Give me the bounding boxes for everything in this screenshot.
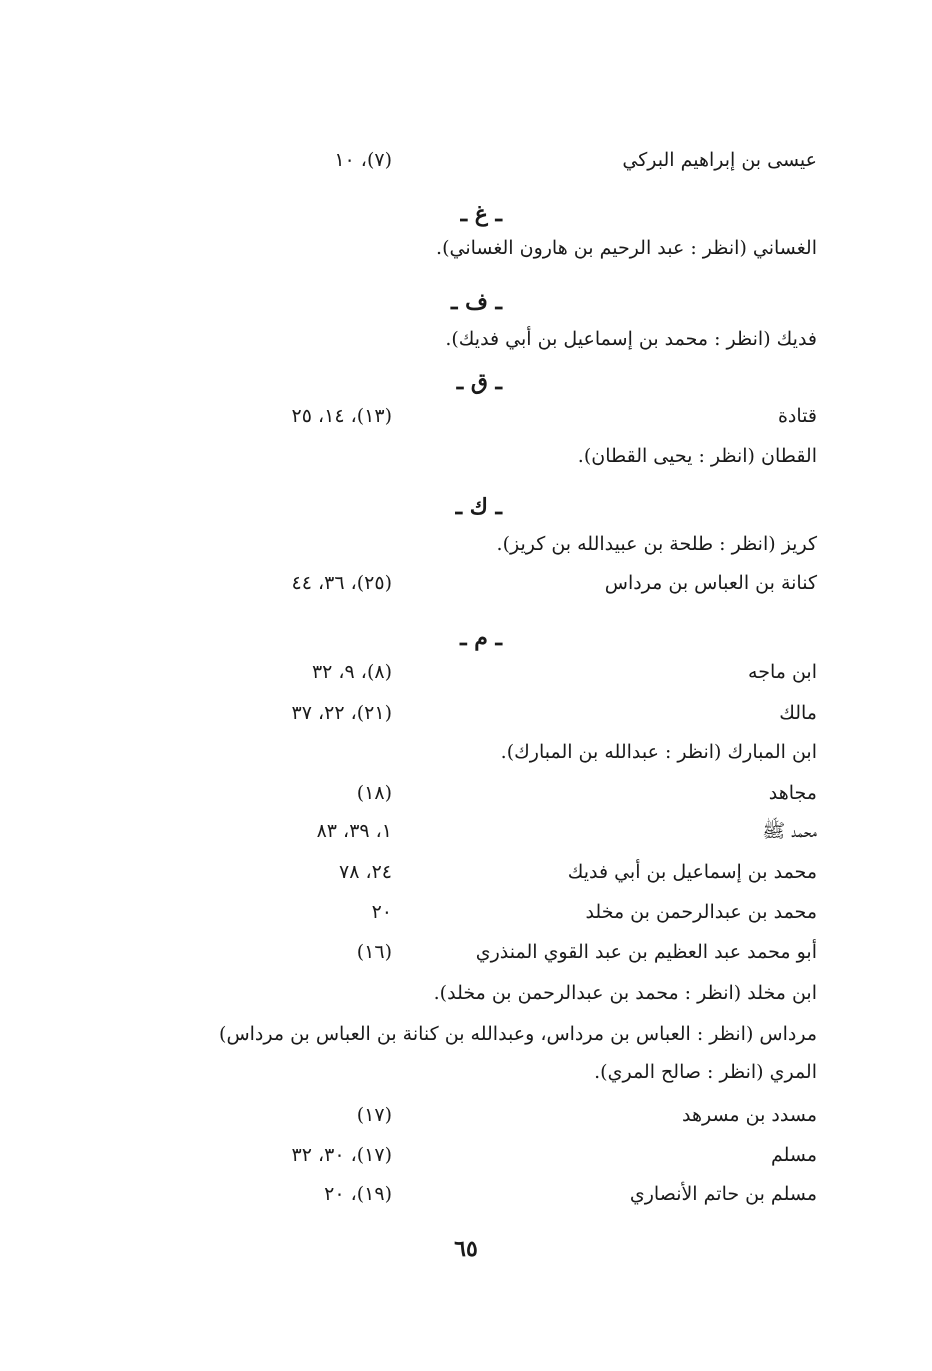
page-number: ٦٥: [454, 1236, 478, 1262]
index-entry: [117, 1176, 817, 1212]
index-entry: [117, 813, 817, 849]
letter-heading: ـ ك ـ: [455, 494, 502, 520]
entry-refs: (١٨): [356, 782, 392, 804]
index-entry: [117, 934, 817, 970]
entry-name: عيسى بن إبراهيم البركي: [622, 149, 817, 171]
entry-refs: (٢١)، ٢٢، ٣٧: [291, 702, 392, 724]
letter-heading: ـ ف ـ: [450, 289, 502, 315]
index-entry: [117, 526, 817, 562]
entry-name: محمد بن عبدالرحمن بن مخلد: [585, 901, 817, 923]
entry-name: مسلم بن حاتم الأنصاري: [629, 1183, 817, 1205]
entry-refs: (١٦): [356, 941, 392, 963]
entry-name: ابن المبارك (انظر : عبدالله بن المبارك).: [500, 741, 817, 763]
entry-name: القطان (انظر : يحيى القطان).: [577, 445, 817, 467]
entry-refs: (٨)، ٩، ٣٢: [311, 661, 392, 683]
entry-name: كنانة بن العباس بن مرداس: [604, 572, 817, 594]
index-entry: [117, 1137, 817, 1173]
entry-name: مجاهد: [768, 782, 817, 804]
entry-name: مرداس (انظر : العباس بن مرداس، وعبدالله بن كنانة بن العباس بن مرداس): [219, 1023, 817, 1045]
index-entry: [117, 975, 817, 1011]
index-entry: [117, 398, 817, 434]
entry-name: مسلم: [770, 1144, 817, 1166]
index-entry: [117, 565, 817, 601]
index-entry: [117, 854, 817, 890]
entry-name: ابن مخلد (انظر : محمد بن عبدالرحمن بن مخلد).: [433, 982, 817, 1004]
entry-name: أبو محمد عبد العظيم بن عبد القوي المنذري: [475, 941, 817, 963]
index-entry: [117, 230, 817, 266]
letter-heading: ـ م ـ: [460, 625, 502, 651]
entry-name: محمد ﷺ: [762, 820, 817, 842]
index-entry: [117, 1016, 817, 1052]
entry-name: ابن ماجه: [748, 661, 817, 683]
entry-refs: (١٧): [356, 1104, 392, 1126]
entry-refs: ٢٠: [371, 901, 392, 923]
entry-refs: (١٣)، ١٤، ٢٥: [291, 405, 392, 427]
entry-refs: (٢٥)، ٣٦، ٤٤: [291, 572, 392, 594]
entry-refs: ١، ٣٩، ٨٣: [316, 820, 392, 842]
entry-name: مسدد بن مسرهد: [682, 1104, 817, 1126]
index-entry: [117, 142, 817, 178]
letter-heading: ـ غ ـ: [460, 201, 502, 227]
entry-name: محمد بن إسماعيل بن أبي فديك: [567, 861, 817, 883]
index-entry: [117, 775, 817, 811]
entry-refs: (١٩)، ٢٠: [324, 1183, 392, 1205]
letter-heading: ـ ق ـ: [456, 369, 502, 395]
index-entry: [117, 438, 817, 474]
index-entry: [117, 654, 817, 690]
index-entry: [117, 894, 817, 930]
entry-name: كريز (انظر : طلحة بن عبيدالله بن كريز).: [496, 533, 817, 555]
entry-name: الغساني (انظر : عبد الرحيم بن هارون الغساني).: [436, 237, 817, 259]
entry-name: قتادة: [777, 405, 817, 427]
entry-name: فديك (انظر : محمد بن إسماعيل بن أبي فديك).: [445, 328, 817, 350]
index-entry: [117, 1097, 817, 1133]
index-entry: [117, 321, 817, 357]
entry-refs: (١٧)، ٣٠، ٣٢: [291, 1144, 392, 1166]
entry-name: المري (انظر : صالح المري).: [594, 1061, 817, 1083]
index-entry: [117, 1054, 817, 1090]
entry-refs: (٧)، ١٠: [334, 149, 392, 171]
entry-name: مالك: [779, 702, 817, 724]
index-entry: [117, 695, 817, 731]
index-entry: [117, 734, 817, 770]
entry-refs: ٢٤، ٧٨: [338, 861, 392, 883]
